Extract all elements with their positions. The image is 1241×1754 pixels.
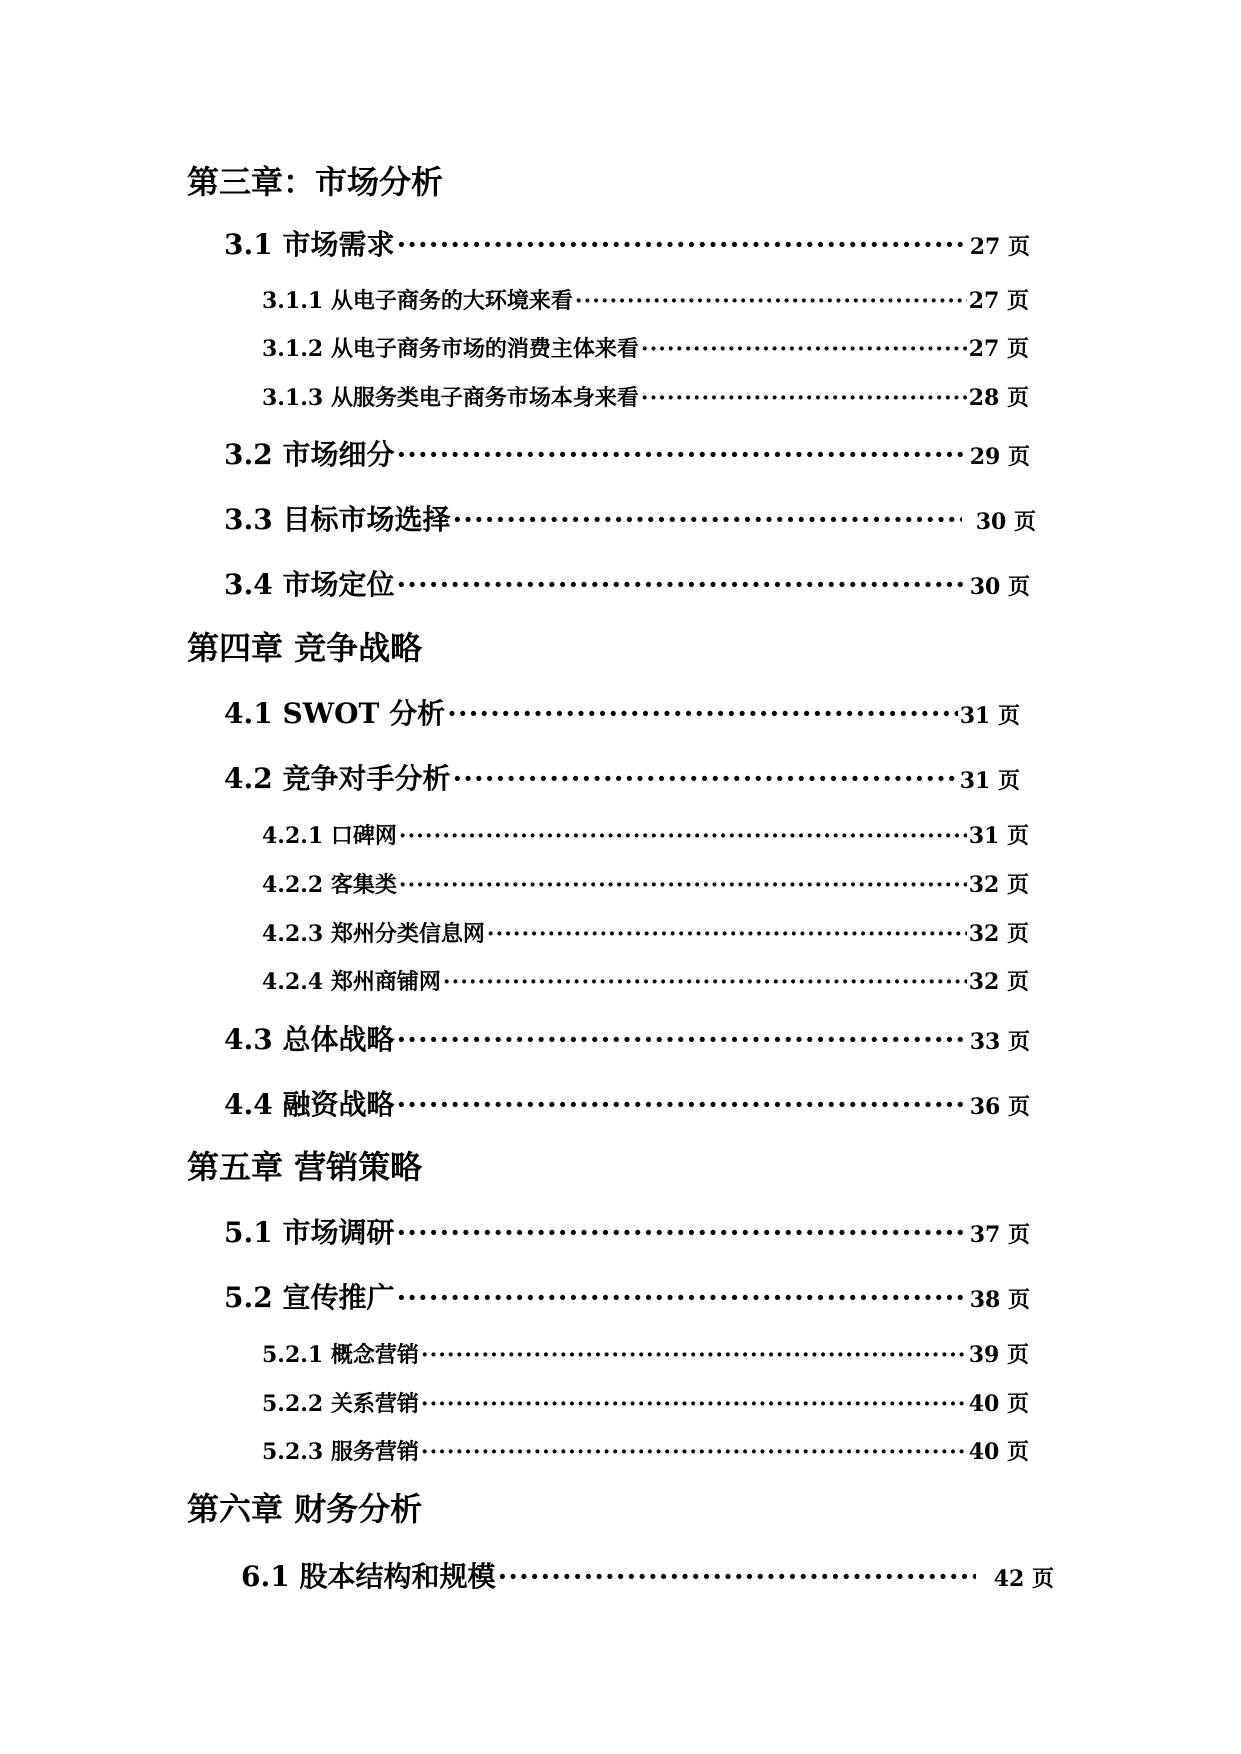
toc-page-number: 32 页 — [968, 969, 1029, 995]
dot-leader — [447, 694, 958, 734]
toc-entry-label: 4.2.3 郑州分类信息网 — [262, 921, 485, 947]
toc-entry-3-1-3[interactable] — [262, 382, 1029, 414]
toc-entry-5-2[interactable] — [224, 1278, 1030, 1320]
dot-leader — [575, 285, 967, 317]
toc-entry-label: 4.2.2 客集类 — [262, 872, 397, 898]
toc-entry-4-2[interactable] — [224, 759, 1020, 801]
toc-entry-5-2-3[interactable] — [262, 1436, 1029, 1468]
chapter-4-heading: 第四章 竞争战略 — [187, 629, 423, 667]
toc-entry-label: 5.1 市场调研 — [224, 1216, 395, 1249]
toc-entry-label: 4.2.1 口碑网 — [262, 823, 397, 849]
toc-entry-label: 6.1 股本结构和规模 — [241, 1560, 496, 1593]
dot-leader — [396, 435, 967, 475]
dot-leader — [396, 1085, 967, 1125]
toc-entry-3-1[interactable] — [224, 225, 1030, 267]
toc-entry-label: 5.2.3 服务营销 — [262, 1439, 419, 1465]
toc-entry-label: 5.2.2 关系营销 — [262, 1391, 419, 1417]
toc-page-number: 42 页 — [993, 1566, 1054, 1592]
toc-page-number: 39 页 — [968, 1342, 1029, 1368]
toc-entry-4-2-1[interactable] — [262, 820, 1029, 852]
toc-entry-label: 4.3 总体战略 — [224, 1023, 395, 1056]
toc-entry-3-1-2[interactable] — [262, 333, 1029, 365]
dot-leader — [487, 918, 967, 950]
toc-entry-3-1-1[interactable] — [262, 285, 1029, 317]
dot-leader — [421, 1388, 967, 1420]
toc-page-number: 36 页 — [969, 1094, 1030, 1120]
toc-page-number: 30 页 — [969, 574, 1030, 600]
toc-entry-4-2-3[interactable] — [262, 918, 1029, 950]
toc-entry-label: 3.1.3 从服务类电子商务市场本身来看 — [262, 385, 639, 411]
dot-leader — [641, 333, 967, 365]
toc-entry-5-1[interactable] — [224, 1213, 1030, 1255]
chapter-3-heading: 第三章：市场分析 — [187, 163, 444, 201]
dot-leader — [421, 1436, 967, 1468]
toc-entry-5-2-1[interactable] — [262, 1339, 1029, 1371]
toc-entry-3-3[interactable] — [224, 500, 1036, 542]
dot-leader — [396, 1020, 967, 1060]
toc-page-number: 30 页 — [975, 509, 1036, 535]
dot-leader — [396, 565, 967, 605]
chapter-6-heading: 第六章 财务分析 — [187, 1490, 423, 1528]
toc-entry-label: 3.1.2 从电子商务市场的消费主体来看 — [262, 336, 639, 362]
toc-page-number: 27 页 — [969, 234, 1030, 260]
dot-leader — [443, 966, 967, 998]
toc-page-number: 27 页 — [968, 288, 1029, 314]
toc-entry-label: 3.2 市场细分 — [224, 438, 395, 471]
toc-entry-label: 3.1 市场需求 — [224, 228, 395, 261]
toc-entry-label: 4.2.4 郑州商铺网 — [262, 969, 441, 995]
toc-entry-label: 3.1.1 从电子商务的大环境来看 — [262, 288, 573, 314]
toc-entry-4-3[interactable] — [224, 1020, 1030, 1062]
toc-page-number: 27 页 — [968, 336, 1029, 362]
toc-entry-3-4[interactable] — [224, 565, 1030, 607]
toc-entry-label: 4.2 竞争对手分析 — [224, 762, 451, 795]
toc-entry-label: 5.2.1 概念营销 — [262, 1342, 419, 1368]
toc-page-number: 40 页 — [968, 1391, 1029, 1417]
chapter-5-heading: 第五章 营销策略 — [187, 1148, 423, 1186]
toc-entry-6-1[interactable] — [241, 1557, 1054, 1599]
toc-entry-label: 4.1 SWOT 分析 — [224, 697, 446, 730]
dot-leader — [399, 869, 967, 901]
toc-page-number: 32 页 — [968, 872, 1029, 898]
dot-leader — [421, 1339, 967, 1371]
dot-leader — [641, 382, 967, 414]
toc-entry-4-2-2[interactable] — [262, 869, 1029, 901]
dot-leader — [396, 1278, 967, 1318]
toc-page-number: 28 页 — [968, 385, 1029, 411]
dot-leader — [396, 1213, 967, 1253]
toc-page-number: 33 页 — [969, 1029, 1030, 1055]
toc-page-number: 31 页 — [959, 768, 1020, 794]
dot-leader — [497, 1557, 975, 1597]
toc-entry-4-1[interactable] — [224, 694, 1020, 736]
toc-entry-3-2[interactable] — [224, 435, 1030, 477]
toc-entry-4-4[interactable] — [224, 1085, 1030, 1127]
dot-leader — [452, 759, 957, 799]
dot-leader — [452, 500, 961, 540]
dot-leader — [396, 225, 967, 265]
toc-entry-label: 3.3 目标市场选择 — [224, 503, 451, 536]
toc-entry-label: 4.4 融资战略 — [224, 1088, 395, 1121]
toc-entry-4-2-4[interactable] — [262, 966, 1029, 998]
toc-page-number: 37 页 — [969, 1222, 1030, 1248]
dot-leader — [399, 820, 967, 852]
toc-page-number: 31 页 — [968, 823, 1029, 849]
toc-page-number: 38 页 — [969, 1287, 1030, 1313]
toc-entry-5-2-2[interactable] — [262, 1388, 1029, 1420]
toc-entry-label: 3.4 市场定位 — [224, 568, 395, 601]
toc-entry-label: 5.2 宣传推广 — [224, 1281, 395, 1314]
toc-page-number: 29 页 — [969, 444, 1030, 470]
toc-page-number: 32 页 — [968, 921, 1029, 947]
toc-page-number: 40 页 — [968, 1439, 1029, 1465]
toc-page-number: 31 页 — [959, 703, 1020, 729]
